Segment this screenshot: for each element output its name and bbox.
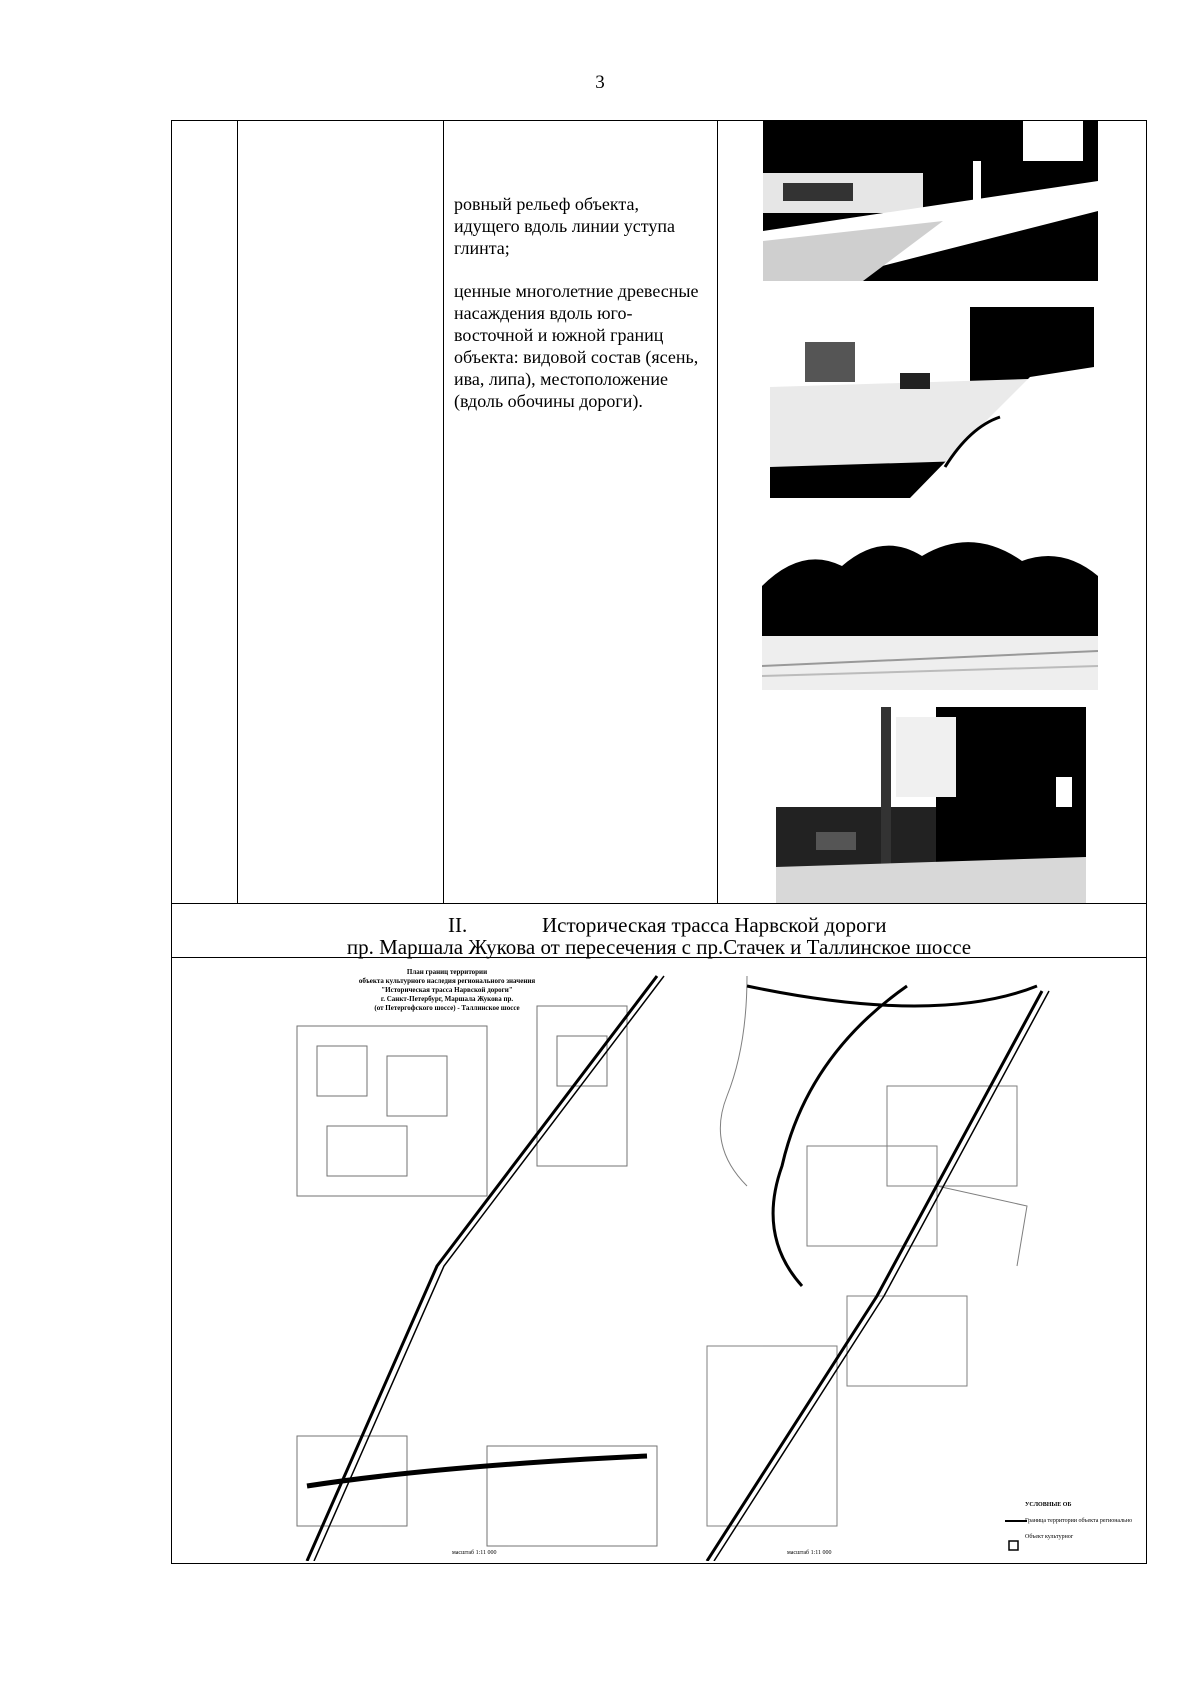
section-number: II.: [448, 913, 468, 937]
map-left-scale: масштаб 1:11 000: [452, 1550, 497, 1556]
table-column-line: [717, 121, 718, 903]
table-column-line: [237, 121, 238, 903]
map-title-line: "Историческая трасса Нарвской дороги": [381, 986, 513, 994]
protected-features-text: [454, 193, 704, 433]
map-left-title: [327, 968, 567, 1013]
map-title-line: объекта культурного наследия регионального значения: [358, 977, 536, 985]
section-title: Историческая трасса Нарвской дороги: [542, 913, 887, 937]
map-title-line: (от Петергофского шоссе) - Таллинское шоссе: [374, 1004, 520, 1012]
photo-street-4: [776, 707, 1086, 903]
feature-trees: ценные многолетние древесные насаждения вдоль юго-восточной и южной границ объекта: видовой состав (ясень, ива, липа), местоположение (вдоль обочины дороги).: [454, 281, 699, 411]
table-column-line: [443, 121, 444, 903]
page-number: 3: [595, 72, 605, 93]
map-title-line: г. Санкт-Петербург, Маршала Жукова пр.: [380, 995, 514, 1003]
legend-item-boundary: Граница территории объекта регионально: [1025, 1518, 1133, 1524]
photo-road-1: [763, 121, 1098, 281]
photo-road-2: [770, 307, 1094, 498]
map-right-legend: [1025, 1501, 1135, 1541]
photo-trees-3: [762, 526, 1098, 690]
section-subtitle: пр. Маршала Жукова от пересечения с пр.Стачек и Таллинское шоссе: [346, 935, 972, 959]
map-left: [287, 966, 672, 1561]
table-row-line: [172, 903, 1146, 904]
legend-title: УСЛОВНЫЕ ОБ: [1025, 1502, 1072, 1508]
legend-item-object: Объект культурног: [1025, 1534, 1074, 1540]
document-table: [171, 120, 1147, 1564]
map-title-line: План границ территории: [406, 968, 488, 976]
map-right: [687, 966, 1142, 1561]
map-right-scale: масштаб 1:11 000: [787, 1550, 832, 1556]
feature-relief: ровный рельеф объекта, идущего вдоль линии уступа глинта;: [454, 194, 675, 258]
